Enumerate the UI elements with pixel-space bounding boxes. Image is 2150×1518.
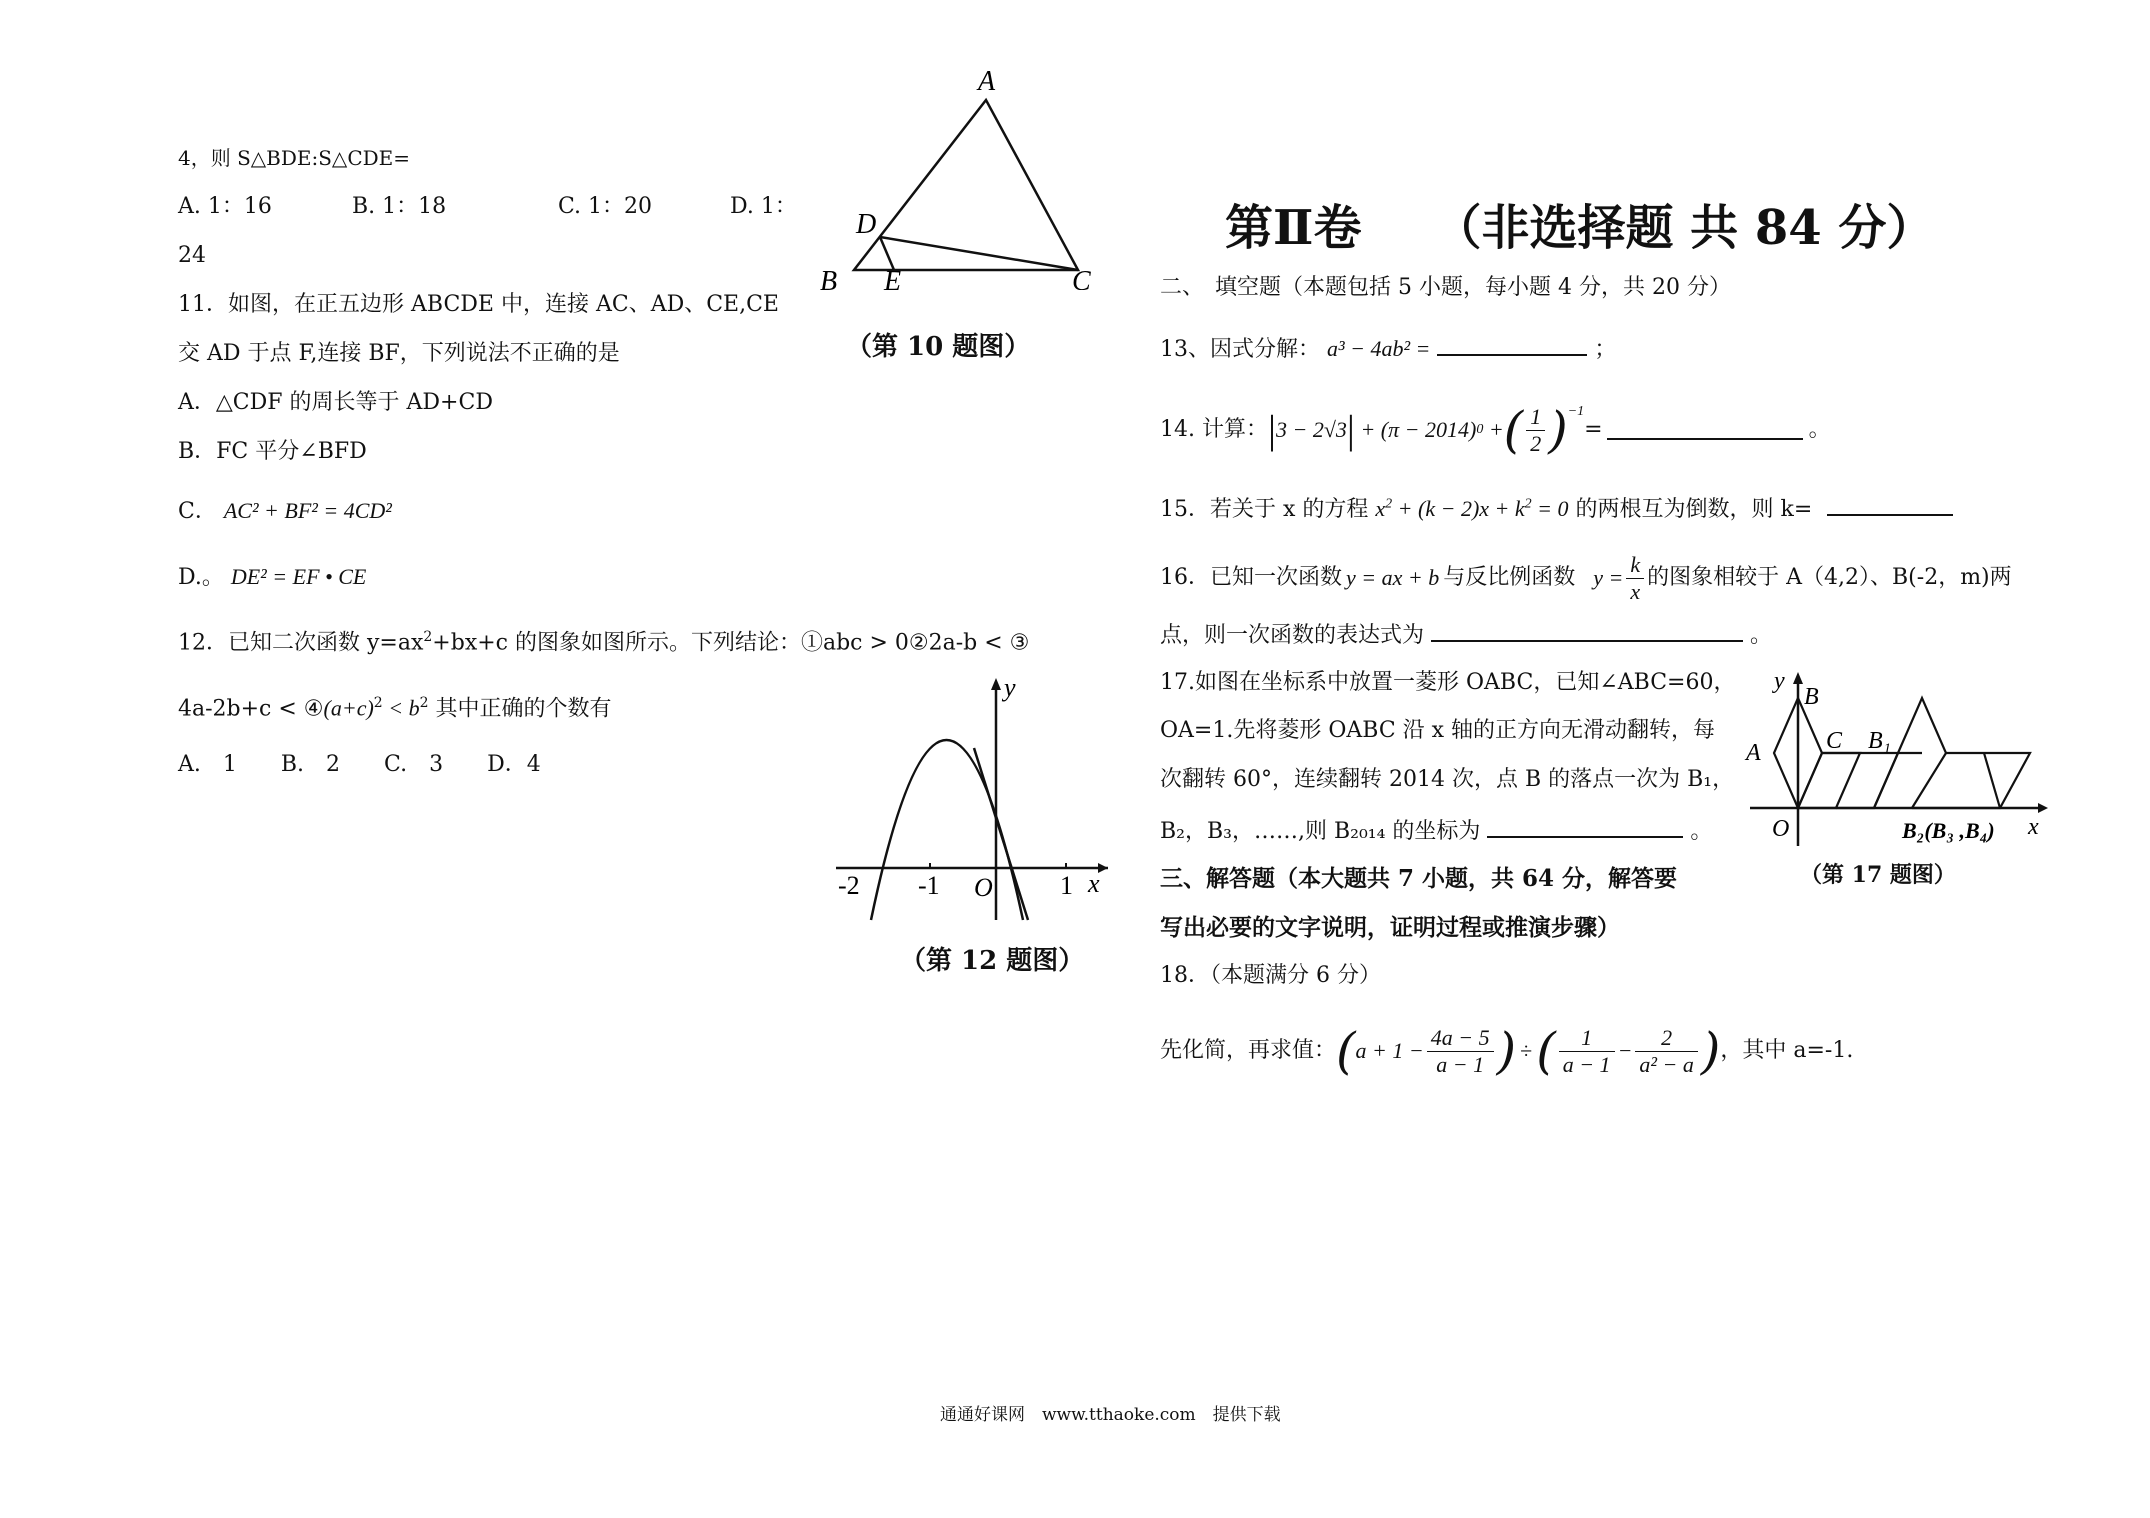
fig17-label-y: y [1774, 668, 1785, 694]
q13-answer-blank[interactable] [1437, 336, 1587, 356]
q12-line2d: 其中正确的个数有 [428, 696, 612, 722]
q11-option-d-label: D.。 [178, 565, 224, 590]
fig12-label-x: x [1088, 869, 1100, 898]
q11-option-d [178, 566, 366, 589]
q16-line2-text: 点，则一次函数的表达式为 [1160, 623, 1425, 648]
fig10-label-a: A [978, 66, 996, 97]
q17-line1: 17.如图在坐标系中放置一菱形 OABC，已知∠ABC=60， [1160, 670, 1736, 695]
q13-pre: 13、因式分解： [1160, 337, 1320, 362]
fig10-label-c: C [1072, 266, 1091, 290]
q10-stem: 4，则 S△BDE:S△CDE= [178, 146, 411, 170]
q12-line2c: < b [382, 695, 420, 721]
fig17-label-b1: B₁ [1868, 728, 1892, 754]
q11-option-c-expr: AC² + BF² = 4CD² [223, 498, 392, 523]
q16-post: 的图象相较于 A（4,2）、B(-2，m)两 [1647, 565, 2012, 590]
q13-post: ； [1594, 337, 1617, 362]
q12-line2a: 4a-2b+c < ④ [178, 696, 324, 722]
q16-linear-func: y = ax + b [1346, 565, 1440, 590]
q17-line3: 次翻转 60°，连续翻转 2014 次，点 B 的落点一次为 B₁， [1160, 767, 1735, 792]
section-3-line2: 写出必要的文字说明，证明过程或推演步骤） [1160, 914, 1620, 941]
q16-pre: 16．已知一次函数 [1160, 565, 1342, 590]
q18-head: 18．（本题满分 6 分） [1160, 963, 1381, 988]
q11-option-c-label: C． [178, 499, 217, 524]
fig12-label-1: 1 [1060, 871, 1073, 900]
q11-option-a: A．△CDF 的周长等于 AD+CD [178, 390, 493, 415]
fig10-caption: （第 10 题图） [846, 332, 1031, 362]
q17-line2: OA=1.先将菱形 OABC 沿 x 轴的正方向无滑动翻转，每 [1160, 718, 1716, 743]
q12-line1: 12．已知二次函数 $y=ax^2+bx+c$ 的图象如图所示。下列结论：①abc > 0②2a-b < ③ [178, 629, 1030, 656]
fig10-label-d: D [856, 209, 877, 240]
fig17-label-x: x [2028, 814, 2039, 840]
q11-option-c [178, 500, 392, 523]
q18-expression: ( a + 1 − $\frac{4a - 5}{a - 1}$ ) ÷ ( $\frac{1}{a - 1}$ − $\frac{2}{\text{a² − a}}$ ) [1336, 1022, 1721, 1080]
fig17-caption: （第 17 题图） [1800, 862, 1956, 888]
fig17-label-a: A [1746, 740, 1761, 766]
q14-answer-blank[interactable] [1607, 420, 1803, 440]
fig10-label-e: E [884, 266, 902, 290]
fig12-label-origin: O [974, 873, 993, 902]
q16-line2: 点，则一次函数的表达式为 。 [1160, 623, 1773, 648]
q11-line1: 11．如图，在正五边形 ABCDE 中，连接 AC、AD、CE,CE [178, 292, 779, 317]
q16-answer-blank[interactable] [1431, 622, 1743, 642]
figure-17-rhombus [1710, 668, 2050, 848]
q15-pre: 15．若关于 x 的方程 [1160, 497, 1369, 522]
q11-line2: 交 AD 于点 F,连接 BF，下列说法不正确的是 [178, 341, 620, 366]
fig17-label-c: C [1826, 728, 1843, 754]
q15 [1160, 496, 1953, 521]
q14-expr: | 3 − 2√3 | + (π − 2014) 0 + ( $\frac{1}{2}$ ) −1 [1267, 401, 1585, 459]
q13-expr: a³ − 4ab² = [1327, 336, 1431, 361]
part2-title: 第Ⅱ卷 （非选择题 共 84 分） [1225, 200, 1935, 256]
q10-option-c: C. 1：20 [558, 194, 653, 219]
q14-pre: 14. 计算： [1160, 417, 1268, 442]
fig12-caption: （第 12 题图） [900, 946, 1085, 976]
q10-option-a: A. 1：16 [178, 194, 272, 219]
fig12-label-neg1: -1 [918, 871, 940, 900]
q12-line2: $4a-2b+c < ④(a+c)^2 < b^2$ 其中正确的个数有 [178, 695, 612, 722]
figure-10-triangle [810, 60, 1130, 290]
q18-body [1160, 1016, 1853, 1086]
q13 [1160, 336, 1616, 361]
section-3-line1: 三、解答题（本大题共 7 小题，共 64 分，解答要 [1160, 865, 1678, 892]
q18-pre: 先化简，再求值： [1160, 1038, 1337, 1063]
q14-post: = [1584, 417, 1603, 442]
footer-credit: 通通好课网 www.tthaoke.com 提供下载 [940, 1405, 1281, 1425]
q12-options: A. 1 B. 2 C. 3 D．4 [178, 752, 541, 777]
q16-mid: 与反比例函数 [1443, 565, 1576, 590]
fig17-label-b2: B₂(B₃ ,B₄) [1902, 818, 1995, 843]
q15-post: 的两根互为倒数，则 k= [1575, 497, 1813, 522]
q12-line1a: 12．已知二次函数 y=ax [178, 630, 424, 656]
q17-answer-blank[interactable] [1487, 818, 1683, 838]
q17-line4-text: B₂，B₃，……,则 B₂₀₁₄ 的坐标为 [1160, 819, 1481, 844]
q10-option-b: B. 1：18 [352, 194, 447, 219]
q16-line1 [1160, 548, 2012, 608]
fig12-label-neg2: -2 [838, 871, 860, 900]
fig10-label-b: B [820, 266, 838, 290]
q11-option-d-expr: DE² = EF • CE [230, 564, 367, 589]
figure-12-parabola [826, 670, 1116, 930]
fig17-label-b: B [1804, 684, 1819, 710]
q12-line1b: +bx+c 的图象如图所示。下列结论：①abc > 0②2a-b < ③ [432, 630, 1030, 656]
q11-option-b: B．FC 平分∠BFD [178, 439, 367, 464]
q15-answer-blank[interactable] [1827, 496, 1953, 516]
fig17-label-o: O [1772, 816, 1790, 842]
q14: 14. 计算： | 3 − 2√3 | + (π − 2014) 0 + ( $\frac{1}{2}$ ) −1 = 。 [1160, 401, 1831, 459]
q16-inverse-func: y = $\frac{k}{x}$ [1593, 554, 1647, 603]
q10-option-d-cont: 24 [178, 243, 206, 268]
q18-post: ，其中 a=-1. [1720, 1038, 1854, 1063]
q17-line4: B₂，B₃，……,则 B₂₀₁₄ 的坐标为 。 [1160, 819, 1713, 844]
fig12-label-y: y [1004, 673, 1016, 702]
section-2-heading: 二、 填空题（本题包括 5 小题，每小题 4 分，共 20 分） [1160, 275, 1731, 300]
q12-line2b: (a+c) [323, 695, 374, 721]
q10-option-d: D. 1： [730, 194, 797, 219]
q15-equation: $x^2 + (k - 2)x + k^2 = 0$ [1375, 496, 1569, 521]
